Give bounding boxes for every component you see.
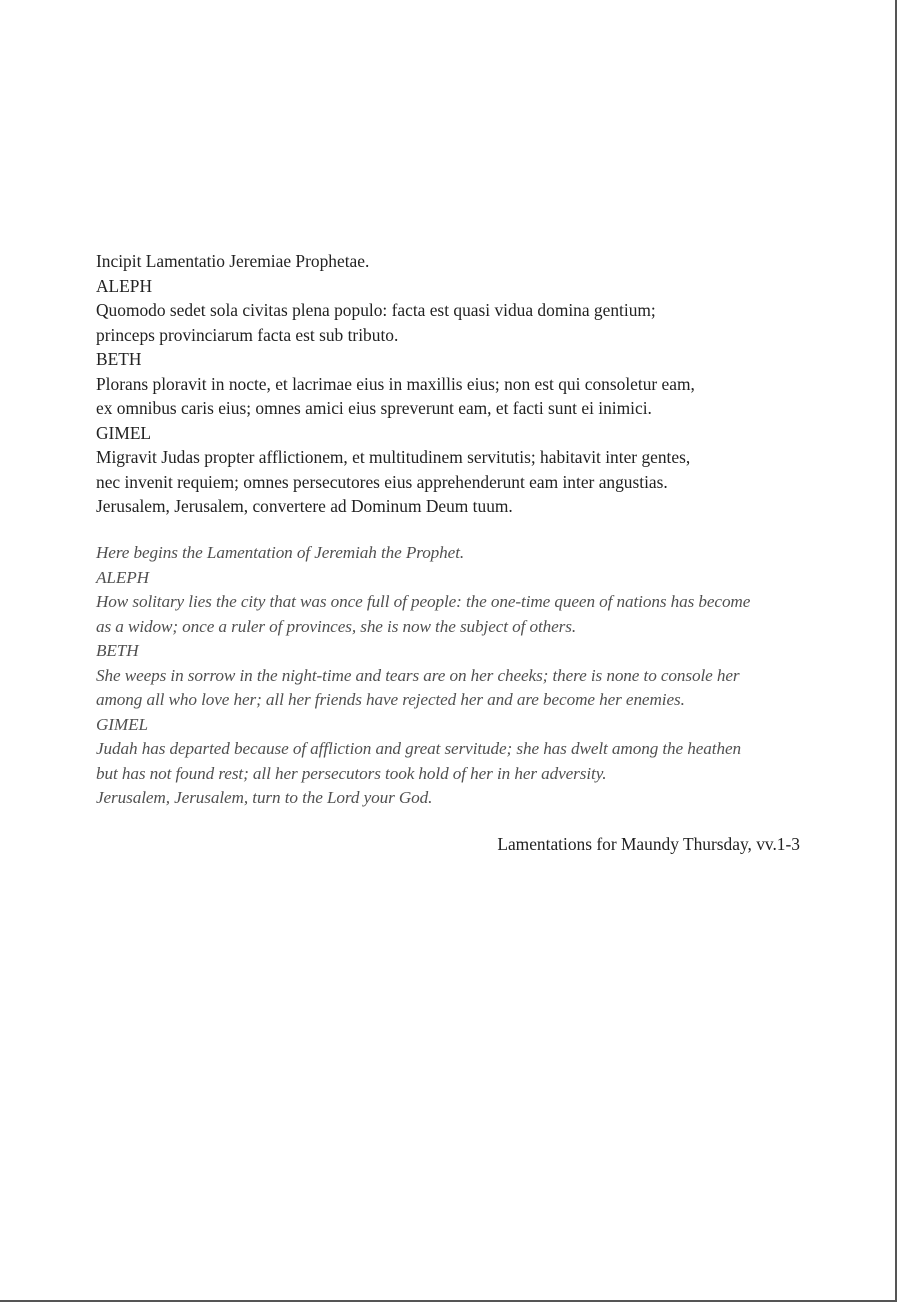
latin-title: Incipit Lamentatio Jeremiae Prophetae. [96,251,370,271]
latin-beth-heading: BETH [96,349,142,369]
english-aleph-heading: ALEPH [96,567,149,587]
english-beth-verse-line: among all who love her; all her friends have rejected her and are become her enemies. [96,690,685,709]
latin-gimel-verse-line: Migravit Judas propter afflictionem, et multitudinem servitutis; habitavit inter gentes, [96,447,691,467]
english-title: Here begins the Lamentation of Jeremiah the Prophet. [96,543,465,562]
english-refrain: Jerusalem, Jerusalem, turn to the Lord your God. [96,788,433,807]
latin-aleph-heading: ALEPH [96,275,153,296]
english-gimel-verse-line: Judah has departed because of affliction and great servitude; she has dwelt among the heathen [96,739,741,758]
latin-beth-verse-line: ex omnibus caris eius; omnes amici eius spreverunt eam, et facti sunt ei inimici. [96,398,652,418]
english-aleph-verse-line: How solitary lies the city that was once full of people: the one-time queen of nations has become [96,592,751,611]
source-citation: Lamentations for Maundy Thursday, vv.1-3 [497,834,800,854]
latin-refrain: Jerusalem, Jerusalem, convertere ad Dominum Deum tuum. [96,496,513,516]
latin-gimel-verse-line: nec invenit requiem; omnes persecutores eius apprehenderunt eam inter angustias. [96,471,668,492]
english-translation-block [96,541,816,811]
english-gimel-verse-line: but has not found rest; all her persecutors took hold of her in her adversity. [96,763,607,783]
english-aleph-verse-line: as a widow; once a ruler of provinces, she is now the subject of others. [96,616,577,636]
latin-beth-verse-line: Plorans ploravit in nocte, et lacrimae eius in maxillis eius; non est qui consoletur eam, [96,373,695,394]
english-beth-verse-line: She weeps in sorrow in the night-time and tears are on her cheeks; there is none to console her [96,665,740,685]
latin-aleph-verse-line: Quomodo sedet sola civitas plena populo: facta est quasi vidua domina gentium; [96,300,656,320]
latin-text-block [96,249,816,519]
latin-aleph-verse-line: princeps provinciarum facta est sub tributo. [96,324,399,345]
latin-gimel-heading: GIMEL [96,422,152,443]
english-gimel-heading: GIMEL [96,714,149,734]
english-beth-heading: BETH [96,641,139,660]
